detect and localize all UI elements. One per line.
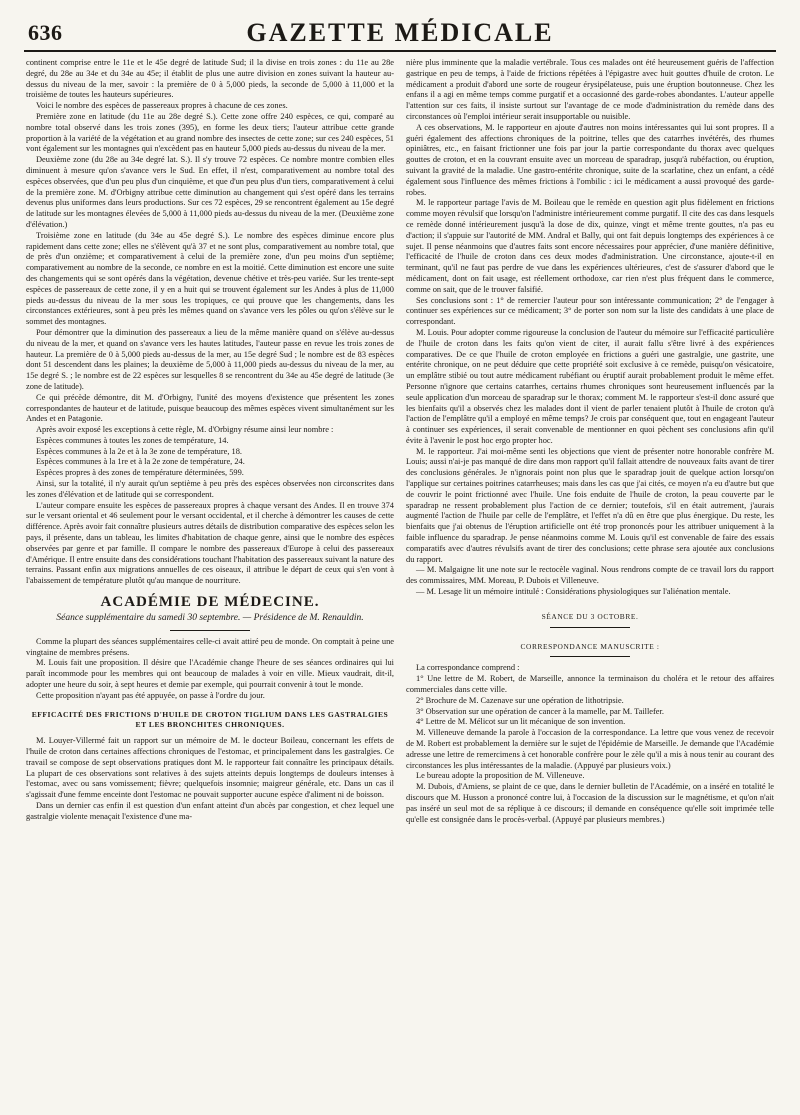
- paragraph: M. le rapporteur. J'ai moi-même senti les objections que vient de présenter notre honorable confrère M. Louis; aussi n'ai-je pas manqué de dire dans mon rapport qu'il fallait attendre de nouveaux faits avant de tirer des conclusions générales. Je n'ignorais point non plus que le sparadrap jouit de quelque action lorsqu'on l'applique sur certaines poitrines catarrheuses; mais dans les cas que j'ai cités, ce moyen n'a eu d'autre but que de couvrir le point frictionné avec l'huile. Une fois enduite de l'huile de croton, la peau couverte par le sparadrap ne ressent probablement plus l'action de ce dernier; toutefois, s'il en était autrement, j'aurais augmenté l'action de l'huile par celle de l'emplâtre, et l'effet n'a dû en être que plus énergique. Du reste, les bienfaits que j'ai obtenus de l'éruption artificielle ont été trop prononcés pour les attribuer uniquement à la faible influence du sparadrap. Je pense néanmoins comme M. Louis qu'il est convenable de faire des essais comparatifs avec d'autres révulsifs avant de tirer des conclusions; cette phrase sera ajoutée aux conclusions du rapport.: [406, 446, 774, 564]
- list-item: 3° Observation sur une opération de cancer à la mamelle, par M. Taillefer.: [416, 706, 664, 716]
- paragraph: Ce qui précède démontre, dit M. d'Orbigny, l'unité des moyens d'existence que présentent les zones correspondantes de hauteur et de latitude, puisque beaucoup des mêmes espèces vivent simultanément sur les Andes et en Patagonie.: [26, 392, 394, 424]
- list-item: Espèces communes à la 2e et à la 3e zone de température, 18.: [36, 446, 243, 456]
- paragraph: Comme la plupart des séances supplémentaires celle-ci avait attiré peu de monde. On comptait à peine une vingtaine de membres présens.: [26, 636, 394, 657]
- paragraph: — M. Malgaigne lit une note sur le rectocèle vaginal. Nous rendrons compte de ce travail lors du rapport des commissaires, MM. Moreau, P. Dubois et Villeneuve.: [406, 565, 774, 586]
- paragraph: Ainsi, sur la totalité, il n'y aurait qu'un septième à peu près des espèces observées non circonscrites dans les zones d'élévation et de latitude qui se correspondent.: [26, 479, 394, 499]
- left-column: [26, 58, 394, 1108]
- list-item: Espèces communes à toutes les zones de température, 14.: [36, 435, 229, 445]
- list-item: 1° Une lettre de M. Robert, de Marseille, annonce la terminaison du choléra et le retour des affaires commerciales dans cette ville.: [406, 674, 774, 695]
- divider: [550, 627, 630, 628]
- session-line: Séance supplémentaire du samedi 30 septembre. — Présidence de M. Renauldin.: [56, 612, 364, 623]
- paragraph: Cette proposition n'ayant pas été appuyée, on passe à l'ordre du jour.: [36, 690, 265, 700]
- paragraph: M. Villeneuve demande la parole à l'occasion de la correspondance. La lettre que vous venez de recevoir de M. Robert est probablement la dernière sur le sujet de l'épidémie de Marseille. Je demande que l'Académie adresse une lettre de remercimens à cet honorable confrère pour le zèle qu'il a mis à nous tenir au courant des circonstances les plus intéressantes de la maladie. (Appuyé par plusieurs voix.): [406, 728, 774, 770]
- paragraph: M. Dubois, d'Amiens, se plaint de ce que, dans le dernier bulletin de l'Académie, on a inséré en totalité le discours que M. Husson a prononcé contre lui, à l'occasion de la discussion sur le magnétisme, et qu'on n'ait pas inséré un seul mot de sa réplique à ce discours; il demande en conséquence qu'elle soit imprimée telle qu'elle est consignée dans le procès-verbal. (Appuyé par plusieurs membres.): [406, 782, 774, 824]
- section-title: ACADÉMIE DE MÉDECINE.: [100, 594, 320, 611]
- list-item: 2° Brochure de M. Cazenave sur une opération de lithotripsie.: [416, 695, 624, 705]
- paragraph: Ses conclusions sont : 1° de remercier l'auteur pour son intéressante communication; 2° de l'engager à continuer ses expériences sur ce médicament; 3° de porter son nom sur la liste des candidats à une place de correspondant.: [406, 295, 774, 327]
- divider: [550, 656, 630, 657]
- correspondence-list: [406, 674, 774, 728]
- page-header: [24, 18, 776, 52]
- paragraph: M. Louyer-Villermé fait un rapport sur un mémoire de M. le docteur Boileau, concernant les effets de l'huile de croton dans certaines affections chroniques de l'estomac, et principalement dans les gastralgies. Ce travail se compose de sept observations pratiques dont M. le rapporteur fait connaître les principaux détails. La plupart de ces observations sont relatives à des sujets atteints depuis longtemps de douleurs intenses à l'estomac, avec ou sans vomissement; fièvre; quelquefois insomnie; maigreur générale, etc. Dans un cas il s'agissait d'une femme enceinte dont l'estomac ne pouvait supporter aucune espèce d'aliment ni de boisson.: [26, 736, 394, 800]
- paragraph: A ces observations, M. le rapporteur en ajoute d'autres non moins intéressantes qui lui sont propres. Il a guéri également des affections chroniques de la poitrine, telles que des catarrhes invétérés, des rhumes opiniâtres, etc., en faisant frictionner une fois par jour la partie correspondante du thorax avec quelques gouttes de croton, et en la couvrant ensuite avec un morceau de sparadrap, jusqu'à rubéfaction, ou éruption, suivant la gravité de la maladie. Une gastro-entérite chronique, suite de la scarlatine, chez un enfant, a cédé également sous l'influence des mêmes frictions à l'ombilic : ici le médicament a aussi provoqué des garde-robes.: [406, 122, 774, 197]
- paragraph: Voici le nombre des espèces de passereaux propres à chacune de ces zones.: [36, 101, 288, 111]
- session-heading: SÉANCE DU 3 OCTOBRE.: [541, 611, 639, 621]
- paragraph: continent comprise entre le 11e et le 45e degré de latitude Sud; il la divise en trois zones : du 11e au 28e degré, du 28e au 34e et du 34e au 45e; il établit de plus une autre division en zones suivant la hauteur au-dessus du niveau de la mer, savoir : la première de 0 à 5,000 pieds, la seconde de 5,000 à 11,000 et la troisième de toutes les hauteurs supérieures.: [26, 58, 394, 100]
- list-item: Espèces propres à des zones de température déterminées, 599.: [36, 468, 244, 478]
- paragraph: La correspondance comprend :: [416, 663, 520, 673]
- divider: [170, 630, 250, 631]
- paragraph: M. Louis fait une proposition. Il désire que l'Académie change l'heure de ses séances ordinaires qui lui paraît incommode pour les membres qui ont beaucoup de malades à voir en ville. Mieux vaudrait, dit-il, adopter une heure du soir, à sept heures et demie par exemple, qui pourrait convenir à tout le monde.: [26, 658, 394, 690]
- paragraph: M. Louis. Pour adopter comme rigoureuse la conclusion de l'auteur du mémoire sur l'efficacité particulière de l'huile de croton dans les faits qu'on vient de citer, il aurait fallu s'être livré à des expériences comparatives. De ce que l'huile de croton employée en frictions a guéri une gastralgie, une gastrite, une entérite chronique, on ne peut déduire que cette propriété soit exclusive à ce remède, puisqu'on vésicatoire, un emplâtre stibié ou tout autre médicament rubéfiant ou éruptif aurait probablement produit le même effet. Personne n'ignore que certains catarrhes, certains rhumes chroniques sont heureusement influencés par la seule application d'un morceau de sparadrap sur le thorax; comment M. le rapporteur s'est-il donc assuré que les bienfaits qu'il a observés chez les malades dont il vient de parler tenaient plutôt à l'huile de croton qu'à l'action de l'emplâtre qu'il a employé en même temps? Je crois par conséquent que, tout en engageant l'auteur à continuer ses expériences, il serait convenable de mentionner en quoi pèchent ses conclusions afin qu'il évite à l'avenir le post hoc ergo propter hoc.: [406, 327, 774, 445]
- paragraph: M. le rapporteur partage l'avis de M. Boileau que le remède en question agit plus fidèlement en frictions comme moyen révulsif que lorsqu'on l'administre intérieurement comme purgatif. Il cite des cas dans lesquels ce remède donné intérieurement jusqu'à la dose de dix, quinze, vingt et même trente gouttes, n'a pas eu d'action; il s'appuie sur l'autorité de MM. Andral et Bally, qui ont fait depuis longtemps des expériences à ce sujet. Il pense néanmoins que d'autres faits sont encore nécessaires pour apprécier, d'une manière définitive, l'efficacité de l'huile de croton dans ces deux modes d'administration. Une circonstance, ajoute-t-il en terminant, qu'il ne faut pas perdre de vue dans les expériences ultérieures, c'est de s'assurer d'abord que le médicament, dont on fait usage, est réellement orthodoxe, car rien n'est plus fréquent dans le commerce, comme on sait, que de le trouver falsifié.: [406, 198, 774, 294]
- list-item: Espèces communes à la 1re et à la 2e zone de température, 24.: [36, 457, 245, 467]
- paragraph: Dans un dernier cas enfin il est question d'un enfant atteint d'un abcès par congestion, et chez lequel une gastralgie violente menaçait l'existence d'une ma-: [26, 801, 394, 821]
- list-item: 4° Lettre de M. Mélicot sur un lit mécanique de son invention.: [416, 717, 626, 727]
- right-column: [406, 58, 774, 1108]
- paragraph: Pour démontrer que la diminution des passereaux a lieu de la même manière quand on s'élève au-dessus du niveau de la mer, et quand on s'avance vers les hautes latitudes, l'auteur passe en revue les trois zones de hauteur. La première de 0 à 5,000 pieds au-dessus de la mer, au 15e degré Sud ; le nombre est de 83 espèces dont 51 descendent dans les plaines; la deuxième de 5,000 à 11,000 pieds au-dessus du niveau de la mer, au 15e degré S. ; le nombre est de 22 espèces sur lesquelles 8 se rencontrent du 34e au 45e degré de latitude (3e zone de latitude).: [26, 327, 394, 391]
- paragraph: Première zone en latitude (du 11e au 28e degré S.). Cette zone offre 240 espèces, ce qui, comparé au nombre total observé dans les trois zones (395), en forme les deux tiers; l'auteur attribue cette grande proportion à la variété de la végétation et au grand nombre des insectes de cette zone; sur ces 240 espèces, 51 vont également sur les montagnes qui n'excèdent pas en hauteur 5,000 pieds au-dessus du niveau de la mer.: [26, 111, 394, 154]
- article-subheading: EFFICACITÉ DES FRICTIONS D'HUILE DE CROTON TIGLIUM DANS LES GASTRALGIES ET LES BRONCHITES CHRONIQUES.: [31, 709, 389, 730]
- species-list: [26, 436, 394, 479]
- page-number: 636: [28, 20, 63, 45]
- paragraph: Le bureau adopte la proposition de M. Villeneuve.: [416, 771, 585, 781]
- paragraph: Deuxième zone (du 28e au 34e degré lat. S.). Il s'y trouve 72 espèces. Ce nombre montre combien elles diminuent à mesure qu'on s'avance vers le Sud. En effet, il n'est, comparativement au nombre total des espèces observées, que d'un peu plus d'un cinquième, et que d'un peu plus d'un tiers, comparativement à celui de la première zone. M. d'Orbigny attribue cette diminution au changement qui s'est opéré dans les terrains devenus plus uniformes dans leurs productions. Sur ces 72 espèces, 29 se rencontrent également au 15e degré de latitude sur les montagnes élevées de 5,000 à 11,000 pieds au-dessus du niveau de la mer. (Deuxième zone d'élévation.): [26, 155, 394, 229]
- paragraph: — M. Lesage lit un mémoire intitulé : Considérations physiologiques sur l'aliénation mentale.: [416, 587, 731, 597]
- correspondence-heading: CORRESPONDANCE MANUSCRITE :: [520, 641, 660, 651]
- paragraph: Troisième zone en latitude (du 34e au 45e degré S.). Le nombre des espèces diminue encore plus rapidement dans cette zone; elles ne s'élèvent qu'à 37 et ne sont plus, comparativement au nombre total, que de près d'un onzième; et comparativement à celui de la première zone, d'un peu moins d'un septième; comparativement au nombre de la seconde, ce nombre en est la moitié. Cette diminution est encore une suite des changements qui se sont opérés dans la végétation, devenue chétive et très-peu variée. Sur les trente-sept espèces de passereaux de cette zone, il y en a huit qui se trouvent également sur les Andes à plus de 11,000 pieds au-dessus du niveau de la mer sous les tropiques, ce qui prouve que les changements, dans les circonstances extérieures, sont à peu près les mêmes quand on s'avance vers les pôles ou qu'on s'élève sur le sommet des montagnes.: [26, 230, 394, 327]
- journal-title: GAZETTE MÉDICALE: [246, 18, 554, 47]
- paragraph: Après avoir exposé les exceptions à cette règle, M. d'Orbigny résume ainsi leur nombre :: [36, 425, 334, 435]
- paragraph: L'auteur compare ensuite les espèces de passereaux propres à chaque versant des Andes. Il en trouve 374 sur le versant oriental et 46 seulement pour le versant occidental, et il cherche à démontrer les causes de cette différence. Après avoir fait connaître plusieurs autres détails de distribution comparative des espèces selon les pays, il présente, dans un tableau, les limites d'habitation de chaque genre, ainsi que le nombre des espèces observées par genre et par famille. Il compare le nombre des passereaux d'Europe à celui des passereaux d'Amérique. Il entre ensuite dans des considérations touchant l'habitation des passereaux suivant la nature des terrains. Passant enfin aux migrations annuelles de ces oiseaux, il attribue le départ de ceux qui s'en vont à l'abaissement de température plutôt qu'au manque de nourriture.: [26, 500, 394, 586]
- paragraph: nière plus imminente que la maladie vertébrale. Tous ces malades ont été heureusement guéris de l'affection gastrique en peu de temps, à l'aide de frictions répétées à l'épigastre avec huit gouttes d'huile de croton. Le médicament a produit d'abord une sorte de rougeur érysipélateuse, puis une éruption boutonneuse. Chez les enfans il a agi en même temps comme purgatif et a occasionné des garde-robes abondantes. L'auteur appelle l'attention sur ces faits, il insiste surtout sur l'avantage de ce mode d'administration du remède dans des circonstances où l'emploi intérieur serait insupportable ou nuisible.: [406, 58, 774, 121]
